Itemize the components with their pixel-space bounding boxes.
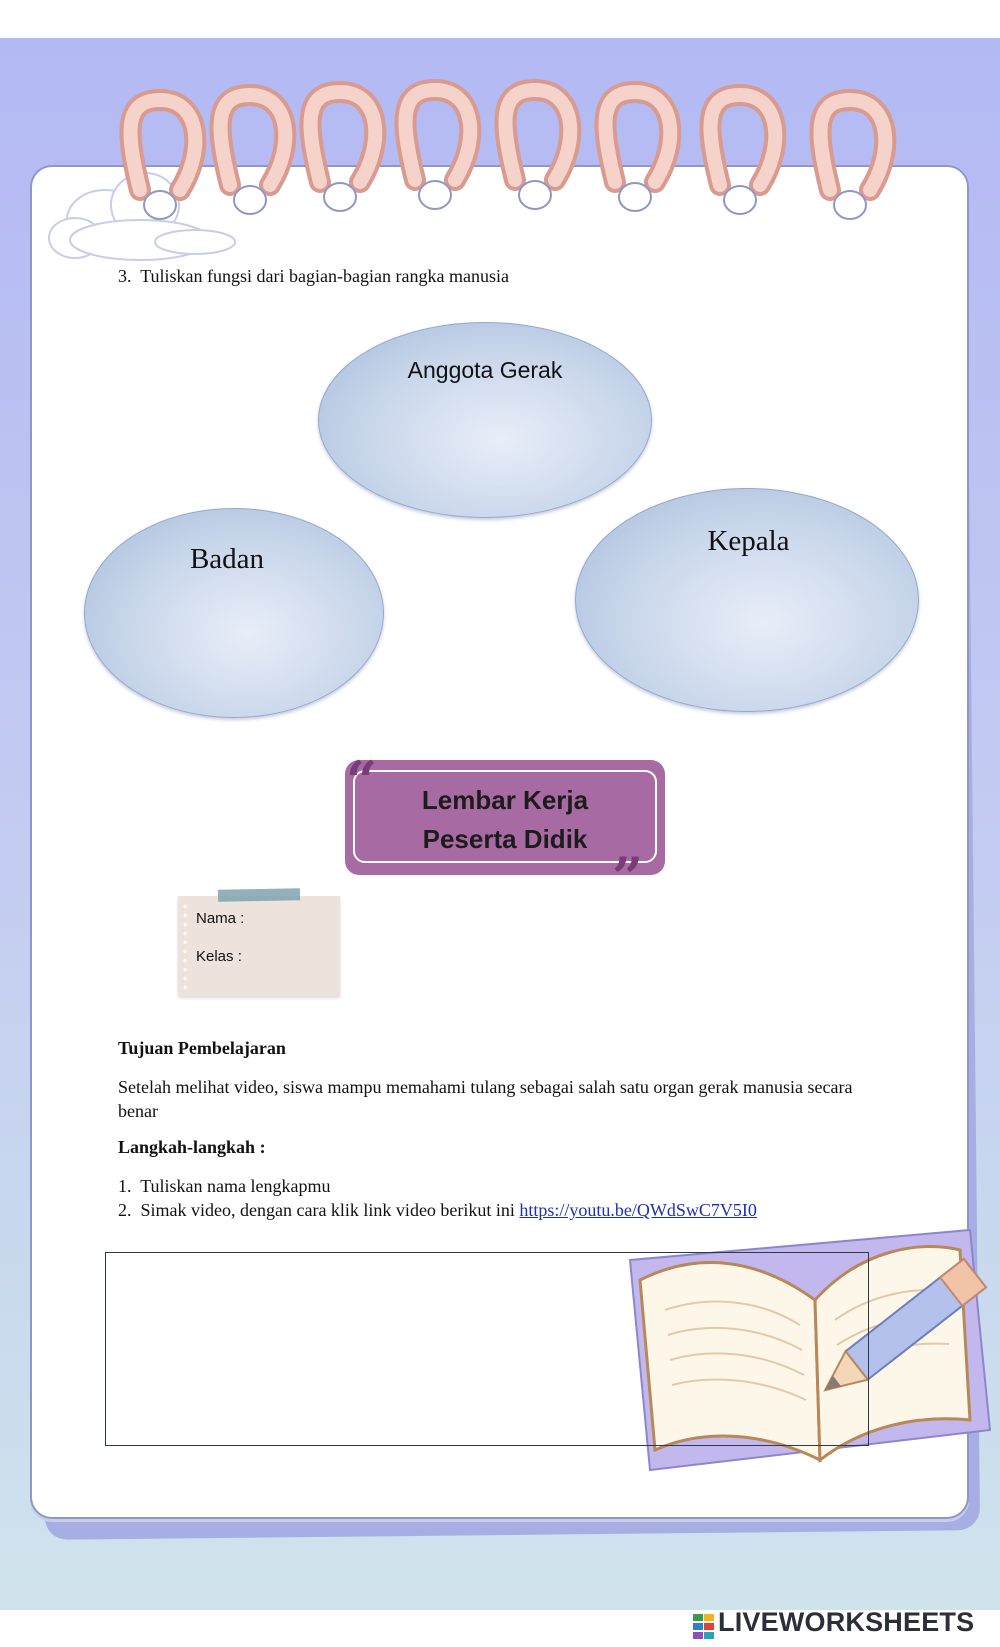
video-embed-area[interactable]: [105, 1252, 869, 1446]
tape-strip: [218, 888, 300, 901]
ellipse-label-top: Anggota Gerak: [407, 357, 563, 383]
class-label: Kelas :: [196, 948, 242, 965]
note-perforation: [183, 902, 187, 990]
question-number: 3.: [118, 266, 132, 286]
step-item-1: [118, 1176, 331, 1197]
banner-line-2: Peserta Didik: [422, 824, 588, 854]
ellipse-badan: [84, 508, 384, 718]
step-text: Simak video, dengan cara klik link video berikut ini: [140, 1200, 515, 1220]
ellipse-label-left: Badan: [189, 543, 265, 575]
quote-close-icon: ”: [612, 845, 644, 909]
notebook-rings-icon: [0, 0, 1000, 260]
question-text: Tuliskan fungsi dari bagian-bagian rangka manusia: [140, 266, 509, 286]
ellipse-label-right: Kepala: [707, 525, 790, 557]
objectives-body: Setelah melihat video, siswa mampu memahami tulang sebagai salah satu organ gerak manusia secara benar: [118, 1077, 853, 1121]
ellipse-kepala: [575, 488, 919, 712]
liveworksheets-logo-icon: [693, 1614, 715, 1640]
banner-line-1: Lembar Kerja: [421, 785, 589, 815]
quote-open-icon: “: [346, 749, 378, 813]
footer-brand[interactable]: LIVEWORKSHEETS: [718, 1607, 975, 1637]
step-number: 1.: [118, 1176, 132, 1196]
question-3: [118, 266, 509, 287]
steps-heading: Langkah-langkah :: [118, 1137, 266, 1157]
step-text: Tuliskan nama lengkapmu: [140, 1176, 331, 1196]
name-label: Nama :: [196, 910, 245, 927]
objectives-heading: Tujuan Pembelajaran: [118, 1038, 286, 1058]
video-link[interactable]: https://youtu.be/QWdSwC7V5I0: [519, 1200, 757, 1220]
step-number: 2.: [118, 1200, 132, 1220]
ellipse-anggota-gerak: [318, 322, 652, 518]
